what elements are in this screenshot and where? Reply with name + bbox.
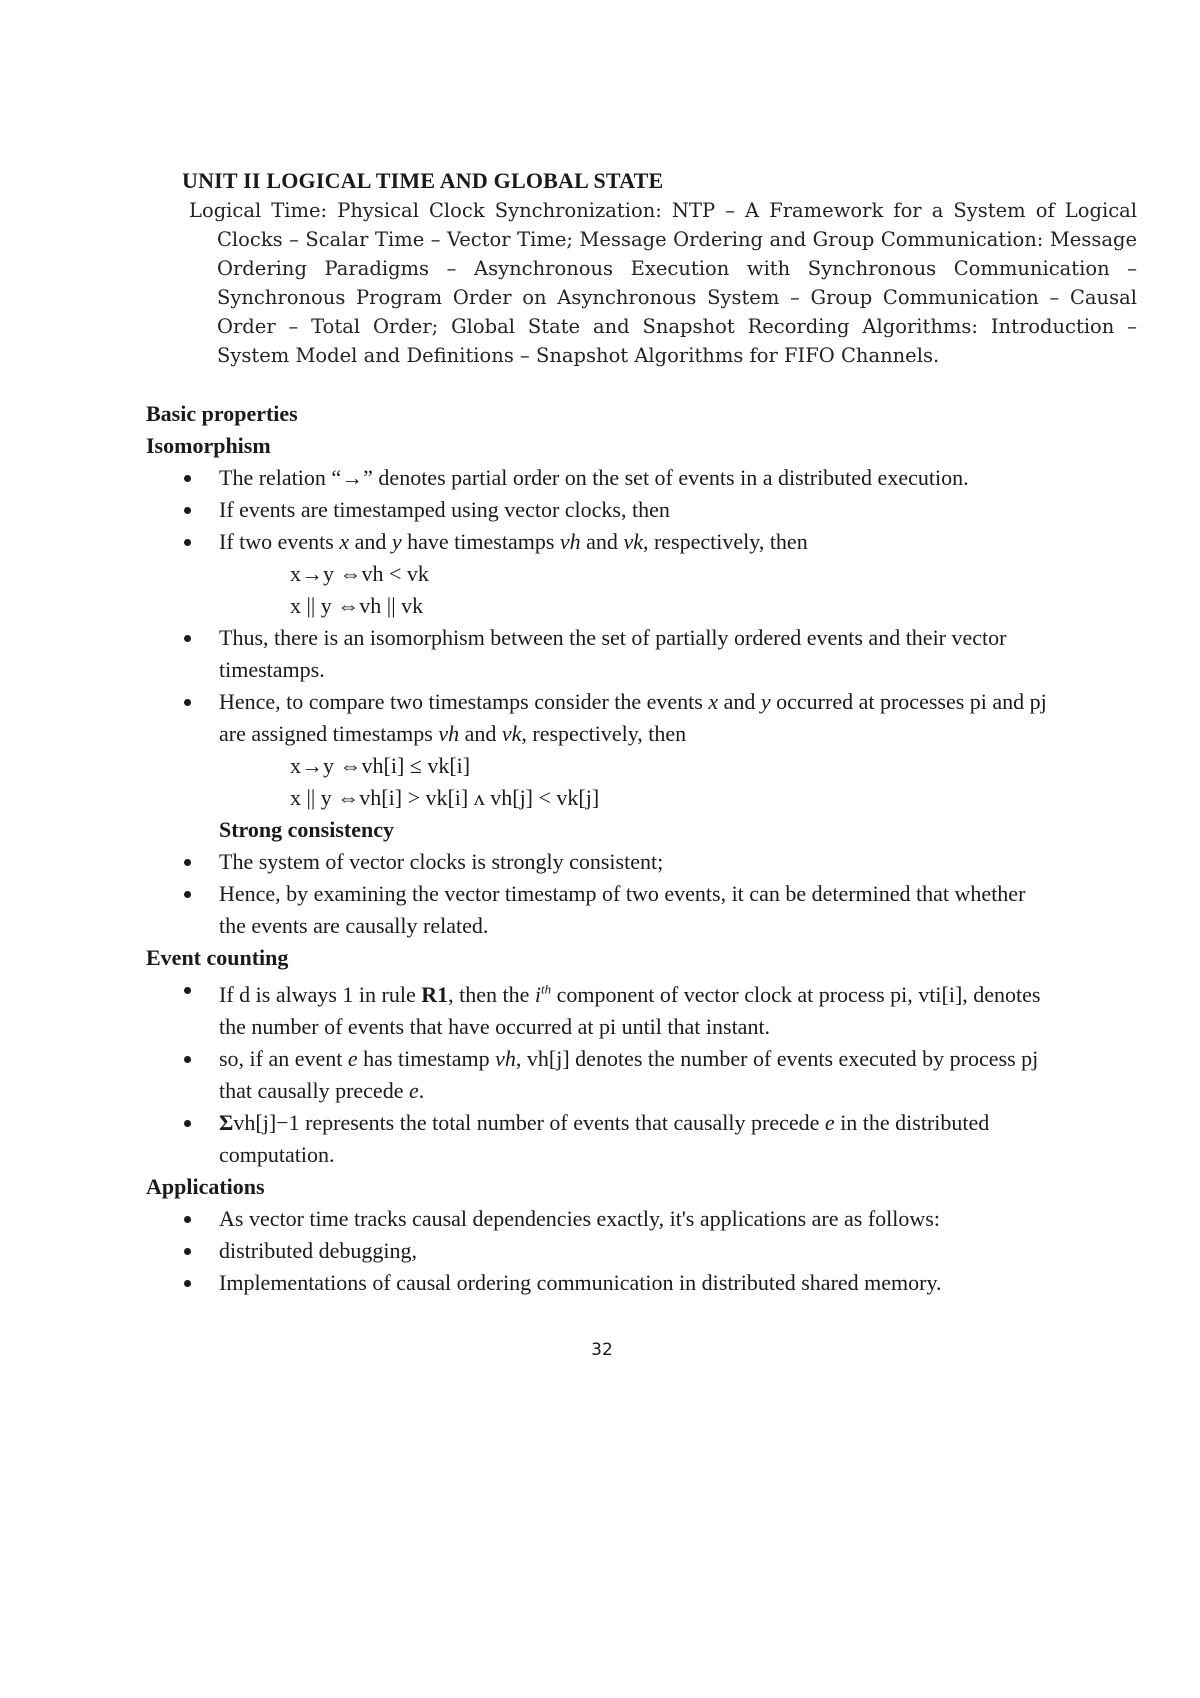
list-item (146, 1235, 1056, 1267)
list-item (146, 622, 1056, 686)
list-item (146, 1203, 1056, 1235)
page-number: 32 (591, 1340, 613, 1360)
list-item-text: If two events x and y have timestamps vh and vk, respectively, then (219, 529, 808, 554)
list-item (146, 462, 1056, 494)
bullet-icon (184, 475, 191, 482)
list-item-text: so, if an event e has timestamp vh, vh[j] denotes the number of events executed by process pj that causally precede e. (219, 1046, 1039, 1104)
bullet-icon (184, 1280, 191, 1287)
list-item-text: Σvh[j]−1 represents the total number of events that causally precede e in the distributed computation. (219, 1110, 990, 1168)
isomorphism-heading: Isomorphism (146, 433, 271, 458)
formula-concurrent-component: x || y ⇔vh[i] > vk[i] ʌ vh[j] < vk[j] (290, 785, 600, 810)
strong-consistency-list (146, 846, 1056, 942)
syllabus-paragraph: Logical Time: Physical Clock Synchronization: NTP – A Framework for a System of Logical Clocks – Scalar Time – Vector Time; Message Ordering and Group Communication: Message Ordering Paradigms – Asynchronous Execution with Synchronous Communication – Synchronous Program Order on Asynchronous System – Group Communication – Causal Order – Total Order; Global State and Snapshot Recording Algorithms: Introduction – System Model and Definitions – Snapshot Algorithms for FIFO Channels. (189, 199, 1137, 367)
isomorphism-list-continued (146, 622, 1056, 750)
strong-consistency-heading: Strong consistency (219, 817, 394, 842)
list-item-text: If events are timestamped using vector clocks, then (219, 497, 670, 522)
formula-precedes-component: x→y ⇔vh[i] ≤ vk[i] (290, 753, 471, 778)
formula-concurrent: x || y ⇔vh || vk (290, 593, 424, 618)
bullet-icon (184, 1056, 191, 1063)
bullet-icon (184, 987, 191, 994)
bullet-icon (184, 507, 191, 514)
list-item-text: Thus, there is an isomorphism between the set of partially ordered events and their vector timestamps. (219, 625, 1007, 682)
bullet-icon (184, 539, 191, 546)
list-item-text: Hence, by examining the vector timestamp of two events, it can be determined that whether the events are causally related. (219, 881, 1026, 938)
bullet-icon (184, 1120, 191, 1127)
bullet-icon (184, 859, 191, 866)
list-item-text: As vector time tracks causal dependencies exactly, it's applications are as follows: (219, 1206, 940, 1232)
list-item (146, 974, 1056, 1043)
bullet-icon (184, 1248, 191, 1255)
unit-title: UNIT II LOGICAL TIME AND GLOBAL STATE (182, 168, 664, 193)
list-item (146, 686, 1056, 750)
list-item (146, 878, 1056, 942)
list-item-text: The relation “→” denotes partial order on the set of events in a distributed execution. (219, 465, 969, 490)
event-counting-list (146, 974, 1056, 1171)
list-item (146, 494, 1056, 526)
list-item (146, 1267, 1056, 1299)
list-item (146, 1107, 1056, 1171)
basic-properties-heading: Basic properties (146, 401, 298, 426)
main-content (146, 398, 1056, 1299)
bullet-icon (184, 635, 191, 642)
list-item (146, 1043, 1056, 1107)
list-item-text: The system of vector clocks is strongly consistent; (219, 849, 664, 874)
applications-heading: Applications (146, 1174, 265, 1200)
list-item-text: distributed debugging, (219, 1238, 417, 1264)
isomorphism-list (146, 462, 1056, 558)
list-item (146, 846, 1056, 878)
list-item (146, 526, 1056, 558)
list-item-text: Hence, to compare two timestamps consider the events x and y occurred at processes pi and pj are assigned timestamps vh and vk, respectively, then (219, 689, 1047, 746)
bullet-icon (184, 699, 191, 706)
bullet-icon (184, 891, 191, 898)
list-item-text: Implementations of causal ordering communication in distributed shared memory. (219, 1270, 942, 1296)
event-counting-heading: Event counting (146, 945, 289, 970)
applications-list (146, 1203, 1056, 1299)
bullet-icon (184, 1216, 191, 1223)
list-item-text: If d is always 1 in rule R1, then the $i^{th}$ component of vector clock at process pi, vti[i], denotes the number of events that have occurred at pi until that instant. (219, 982, 1041, 1040)
formula-precedes: x→y ⇔vh < vk (290, 561, 429, 586)
